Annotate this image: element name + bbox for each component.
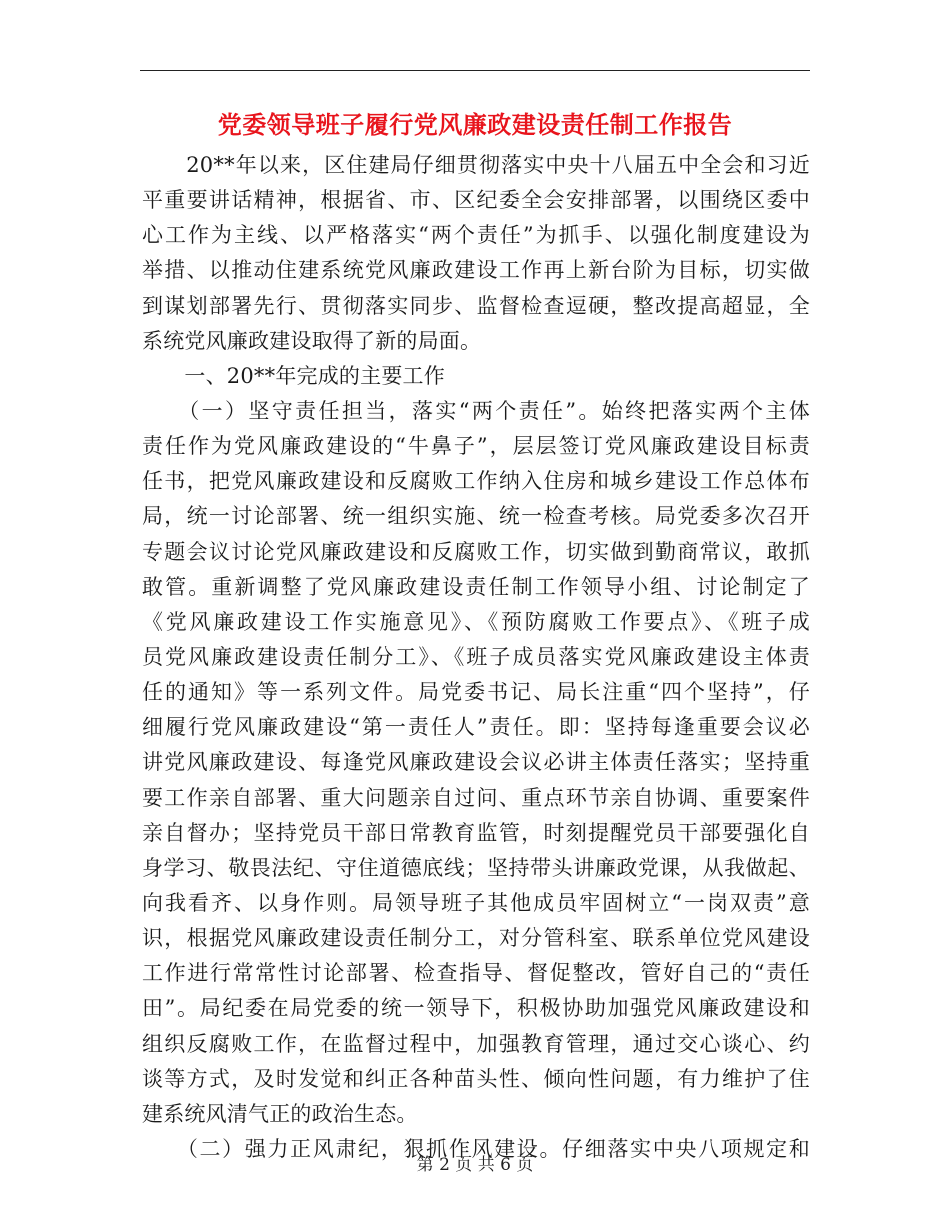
body-text-line: 田”。局纪委在局党委的统一领导下，积极协助加强党风廉政建设和 (142, 996, 810, 1021)
body-text-line: 责任作为党风廉政建设的“牛鼻子”，层层签订党风廉政建设目标责 (142, 434, 810, 459)
body-text-line: 任的通知》等一系列文件。局党委书记、局长注重“四个坚持”，仔 (142, 680, 810, 705)
body-text-line: 细履行党风廉政建设“第一责任人”责任。即：坚持每逢重要会议必 (142, 715, 810, 740)
body-text-line: 举措、以推动住建系统党风廉政建设工作再上新台阶为目标，切实做 (142, 258, 810, 283)
document-body (142, 148, 810, 1167)
page-number: 第 2 页 共 6 页 (416, 1155, 534, 1175)
body-text-line: 任书，把党风廉政建设和反腐败工作纳入住房和城乡建设工作总体布 (142, 469, 810, 494)
body-text-line: （二）强力正风肃纪，狠抓作风建设。仔细落实中央八项规定和 (142, 1136, 810, 1161)
body-text-line: 到谋划部署先行、贯彻落实同步、监督检查逗硬，整改提高超显，全 (142, 293, 810, 318)
body-text-line: 谈等方式，及时发觉和纠正各种苗头性、倾向性问题，有力维护了住 (142, 1066, 810, 1091)
body-text-line: 工作进行常常性讨论部署、检查指导、督促整改，管好自己的“责任 (142, 961, 810, 986)
body-text-line: 敢管。重新调整了党风廉政建设责任制工作领导小组、讨论制定了 (142, 574, 810, 599)
body-text-line: 《党风廉政建设工作实施意见》、《预防腐败工作要点》、《班子成 (142, 609, 810, 634)
body-text-line: 平重要讲话精神，根据省、市、区纪委全会安排部署，以围绕区委中 (142, 188, 810, 213)
body-text-line: 一、20**年完成的主要工作 (142, 363, 445, 388)
header-rule (140, 70, 810, 71)
body-text-line: 局，统一讨论部署、统一组织实施、统一检查考核。局党委多次召开 (142, 504, 810, 529)
body-text-line: 专题会议讨论党风廉政建设和反腐败工作，切实做到勤商常议，敢抓 (142, 539, 810, 564)
body-text-line: 建系统风清气正的政治生态。 (142, 1101, 418, 1126)
body-text-line: 讲党风廉政建设、每逢党风廉政建设会议必讲主体责任落实；坚持重 (142, 750, 810, 775)
body-text-line: 身学习、敬畏法纪、守住道德底线；坚持带头讲廉政党课，从我做起、 (142, 855, 810, 880)
body-text-line: 识，根据党风廉政建设责任制分工，对分管科室、联系单位党风建设 (142, 926, 810, 951)
body-text-line: 员党风廉政建设责任制分工》、《班子成员落实党风廉政建设主体责 (142, 644, 810, 669)
body-text-line: 亲自督办；坚持党员干部日常教育监管，时刻提醒党员干部要强化自 (142, 820, 810, 845)
body-text-line: 心工作为主线、以严格落实“两个责任”为抓手、以强化制度建设为 (142, 223, 810, 248)
body-text-line: （一）坚守责任担当，落实“两个责任”。始终把落实两个主体 (142, 398, 810, 423)
document-title: 党委领导班子履行党风廉政建设责任制工作报告 (217, 110, 733, 139)
body-text-line: 组织反腐败工作，在监督过程中，加强教育管理，通过交心谈心、约 (142, 1031, 810, 1056)
body-text-line: 系统党风廉政建设取得了新的局面。 (142, 328, 482, 353)
body-text-line: 要工作亲自部署、重大问题亲自过问、重点环节亲自协调、重要案件 (142, 785, 810, 810)
body-text-line: 20**年以来，区住建局仔细贯彻落实中央十八届五中全会和习近 (142, 153, 810, 177)
body-text-line: 向我看齐、以身作则。局领导班子其他成员牢固树立“一岗双责”意 (142, 890, 810, 915)
